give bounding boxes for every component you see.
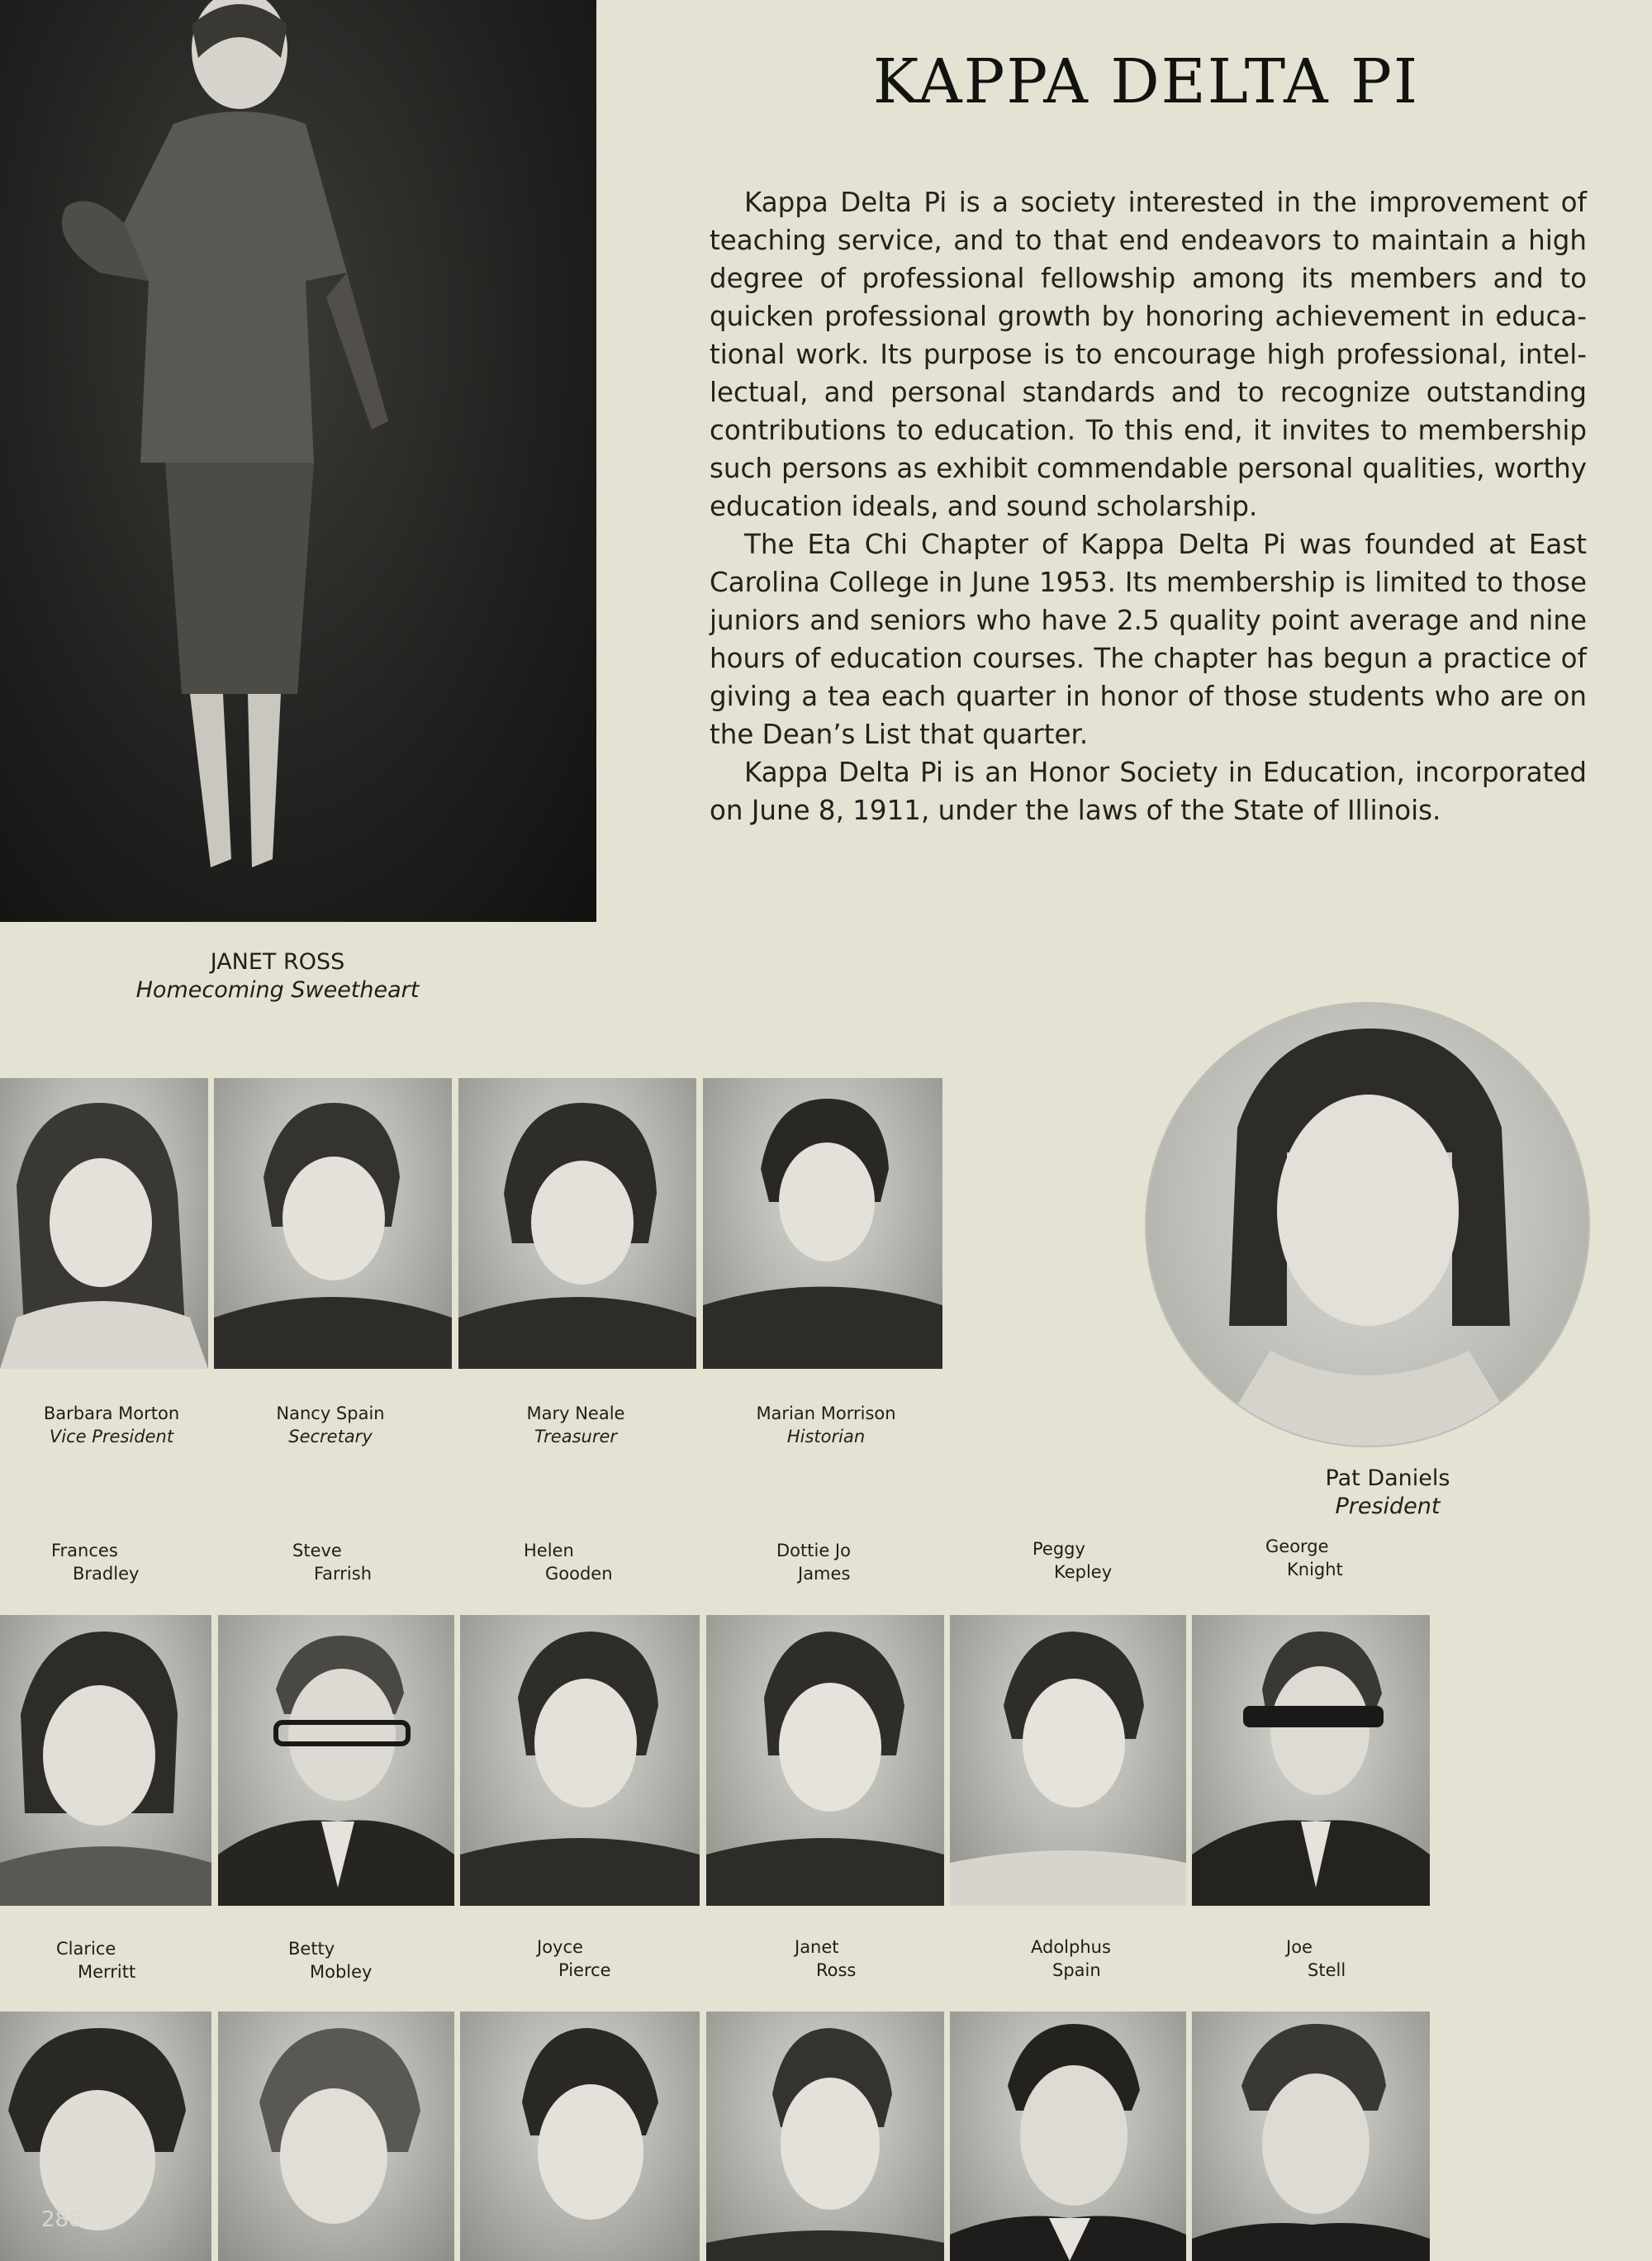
member-name <box>1286 1936 1346 1982</box>
officer-name: Nancy Spain <box>276 1404 385 1423</box>
sweetheart-title: Homecoming Sweetheart <box>135 977 420 1003</box>
officer-photo <box>703 1078 942 1369</box>
member-first-name: Peggy <box>1032 1539 1085 1559</box>
member-photo <box>950 2012 1186 2261</box>
member-name <box>292 1539 372 1585</box>
member-name <box>537 1936 611 1982</box>
member-first-name: Helen <box>524 1541 574 1560</box>
officer-photo <box>214 1078 452 1369</box>
member-first-name: Janet <box>795 1937 839 1957</box>
officer-role: Vice President <box>49 1427 174 1446</box>
officer-photo <box>458 1078 696 1369</box>
member-name <box>51 1539 139 1585</box>
member-last-name: Pierce <box>558 1960 611 1980</box>
officer-photo <box>0 1078 208 1369</box>
member-photo <box>460 2012 700 2261</box>
description-paragraph: Kappa Delta Pi is an Honor Society in Education, incorporated on June 8, 1911, under the laws of the State of Illinois. <box>710 757 1587 826</box>
member-last-name: Kepley <box>1054 1562 1113 1582</box>
member-first-name: George <box>1265 1537 1329 1556</box>
member-photo <box>950 1615 1186 1906</box>
officer-name: Mary Neale <box>526 1404 625 1423</box>
officer-caption <box>485 1402 667 1448</box>
member-last-name: Ross <box>816 1960 857 1980</box>
description-paragraph: The Eta Chi Chapter of Kappa Delta Pi was founded at East Carolina College in June 1953. Its membership is limited to those juniors and seniors who have 2.5 quality point average and nine hours of education courses. The chapter has begun a practice of giving a tea each quarter in honor of those students who are on the Dean’s List that quarter. <box>710 529 1587 750</box>
officer-name: Marian Morrison <box>756 1404 896 1423</box>
member-first-name: Frances <box>51 1541 118 1560</box>
member-last-name: Gooden <box>545 1564 613 1584</box>
member-photo <box>218 2012 454 2261</box>
member-last-name: Knight <box>1287 1560 1343 1579</box>
member-photo <box>1192 1615 1430 1906</box>
member-last-name: Mobley <box>310 1962 373 1982</box>
member-first-name: Clarice <box>56 1939 116 1959</box>
member-first-name: Betty <box>288 1939 335 1959</box>
president-name: Pat Daniels <box>1325 1465 1450 1491</box>
page-title: KAPPA DELTA PI <box>872 46 1420 117</box>
officer-name: Barbara Morton <box>43 1404 180 1423</box>
member-last-name: Spain <box>1052 1960 1101 1980</box>
member-photo <box>460 1615 700 1906</box>
member-photo <box>706 2012 944 2261</box>
member-first-name: Dottie Jo <box>776 1541 851 1560</box>
officer-caption <box>240 1402 421 1448</box>
description-paragraph: Kappa Delta Pi is a society interested in the improvement of teaching service, and to that end endeavors to maintain a high degree of professional fellowship among its members and to quicken professional growth by honoring achievement in educa-tional work. Its purpose is to encourage high professional, intel-lectual, and personal standards and to recognize outstanding contributions to education. To this end, it invites to membership such persons as exhibit commendable personal qualities, worthy education ideals, and sound scholarship. <box>710 187 1587 522</box>
member-last-name: Bradley <box>73 1564 140 1584</box>
member-name <box>56 1937 135 1983</box>
officer-caption <box>21 1402 202 1448</box>
member-first-name: Steve <box>292 1541 342 1560</box>
sweetheart-photo <box>0 0 596 922</box>
member-last-name: Farrish <box>314 1564 373 1584</box>
officer-caption <box>727 1402 925 1448</box>
member-name <box>1032 1537 1112 1584</box>
member-name <box>288 1937 372 1983</box>
member-photo <box>0 2012 211 2261</box>
officer-role: Treasurer <box>534 1427 618 1446</box>
chapter-description <box>710 183 1587 829</box>
member-first-name: Adolphus <box>1031 1937 1111 1957</box>
sweetheart-name: JANET ROSS <box>210 949 345 975</box>
member-photo <box>218 1615 454 1906</box>
member-last-name: Stell <box>1308 1960 1346 1980</box>
page-number: 288 <box>41 2207 83 2232</box>
president-role: President <box>1335 1494 1441 1519</box>
officer-role: Historian <box>786 1427 866 1446</box>
member-name <box>524 1539 613 1585</box>
member-photo <box>1192 2012 1430 2261</box>
member-last-name: James <box>798 1564 851 1584</box>
member-last-name: Merritt <box>78 1962 136 1982</box>
member-photo <box>0 1615 211 1906</box>
officer-role: Secretary <box>288 1427 373 1446</box>
member-name <box>1031 1936 1111 1982</box>
member-first-name: Joyce <box>537 1937 583 1957</box>
president-portrait <box>1146 1004 1588 1446</box>
member-first-name: Joe <box>1286 1937 1313 1957</box>
sweetheart-caption <box>107 948 448 1005</box>
member-name <box>776 1539 851 1585</box>
member-name <box>1265 1535 1343 1581</box>
president-caption <box>1272 1465 1503 1521</box>
member-name <box>795 1936 856 1982</box>
member-photo <box>706 1615 944 1906</box>
